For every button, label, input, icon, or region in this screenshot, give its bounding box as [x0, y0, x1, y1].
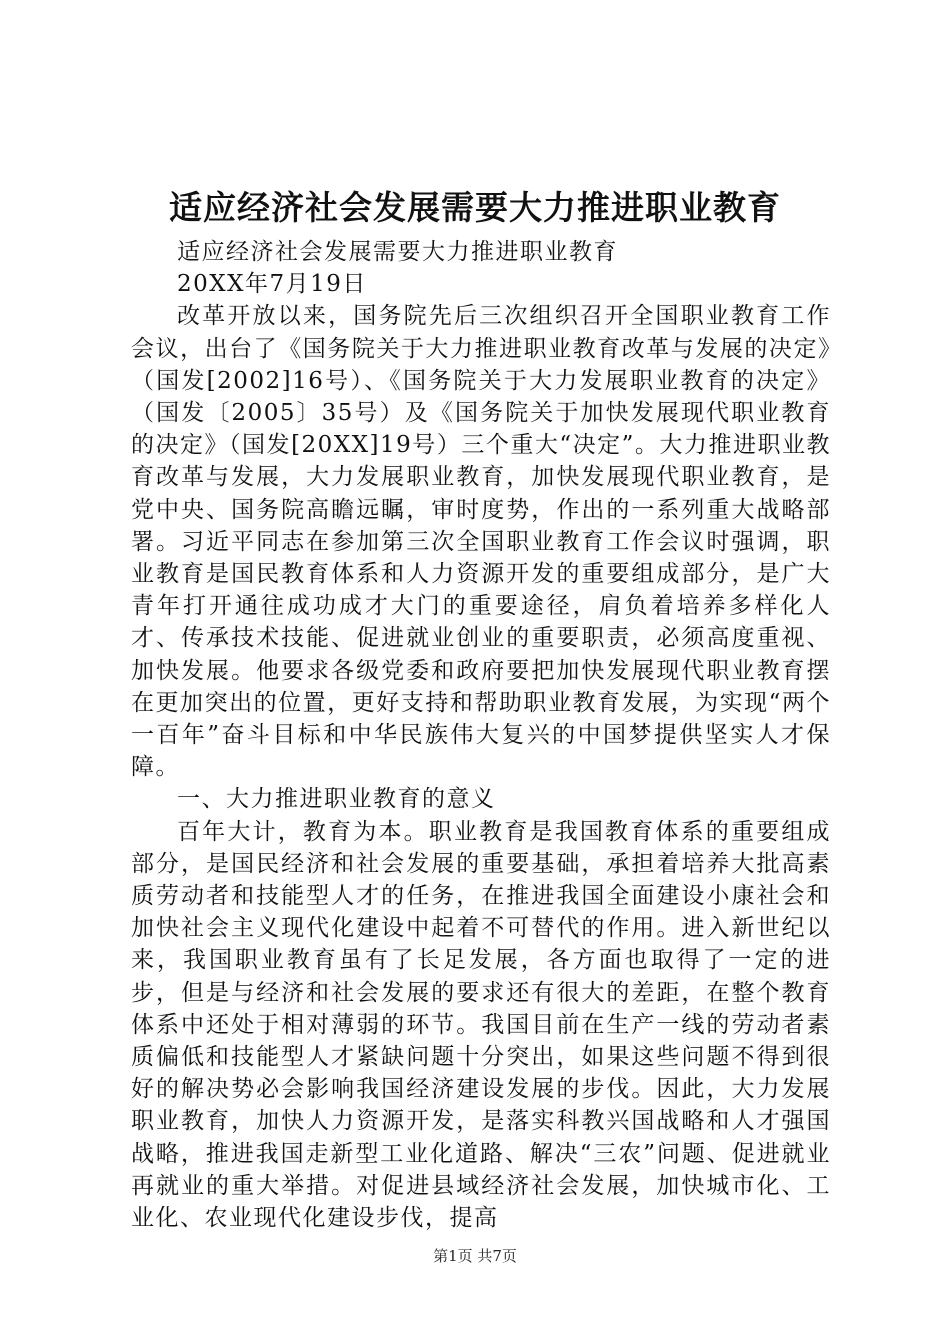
page-title: 适应经济社会发展需要大力推进职业教育	[169, 188, 781, 227]
document-date: 20XX年7月19日	[177, 271, 367, 298]
paragraph-intro: 改革开放以来，国务院先后三次组织召开全国职业教育工作会议，出台了《国务院关于大力推进职业教育改革与发展的决定》（国发[2002]16号）、《国务院关于大力发展职业教育的决定》（国发〔2005〕35号）及《国务院关于加快发展现代职业教育的决定》（国发[20XX]19号）三个重大“决定”。大力推进职业教育改革与发展，大力发展职业教育，加快发展现代职业教育，是党中央、国务院高瞻远瞩，审时度势，作出的一系列重大战略部署。习近平同志在参加第三次全国职业教育工作会议时强调，职业教育是国民教育体系和人力资源开发的重要组成部分，是广大青年打开通往成功成才大门的重要途径，肩负着培养多样化人才、传承技术技能、促进就业创业的重要职责，必须高度重视、加快发展。他要求各级党委和政府要把加快发展现代职业教育摆在更加突出的位置，更好支持和帮助职业教育发展，为实现“两个一百年”奋斗目标和中华民族伟大复兴的中国梦提供坚实人才保障。	[131, 303, 831, 781]
document-subtitle: 适应经济社会发展需要大力推进职业教育	[177, 239, 618, 265]
paragraph-significance: 百年大计，教育为本。职业教育是我国教育体系的重要组成部分，是国民经济和社会发展的重要基础，承担着培养大批高素质劳动者和技能型人才的任务，在推进我国全面建设小康社会和加快社会主义现代化建设中起着不可替代的作用。进入新世纪以来，我国职业教育虽有了长足发展，各方面也取得了一定的进步，但是与经济和社会发展的要求还有很大的差距，在整个教育体系中还处于相对薄弱的环节。我国目前在生产一线的劳动者素质偏低和技能型人才紧缺问题十分突出，如果这些问题不得到很好的解决势必会影响我国经济建设发展的步伐。因此，大力发展职业教育，加快人力资源开发，是落实科教兴国战略和人才强国战略，推进我国走新型工业化道路、解决“三农”问题、促进就业再就业的重大举措。对促进县域经济社会发展，加快城市化、工业化、农业现代化建设步伐，提高	[131, 818, 831, 1232]
section-heading: 一、大力推进职业教育的意义	[177, 786, 496, 813]
page-number: 第1页 共7页	[433, 1247, 517, 1265]
document-body	[131, 236, 831, 1234]
